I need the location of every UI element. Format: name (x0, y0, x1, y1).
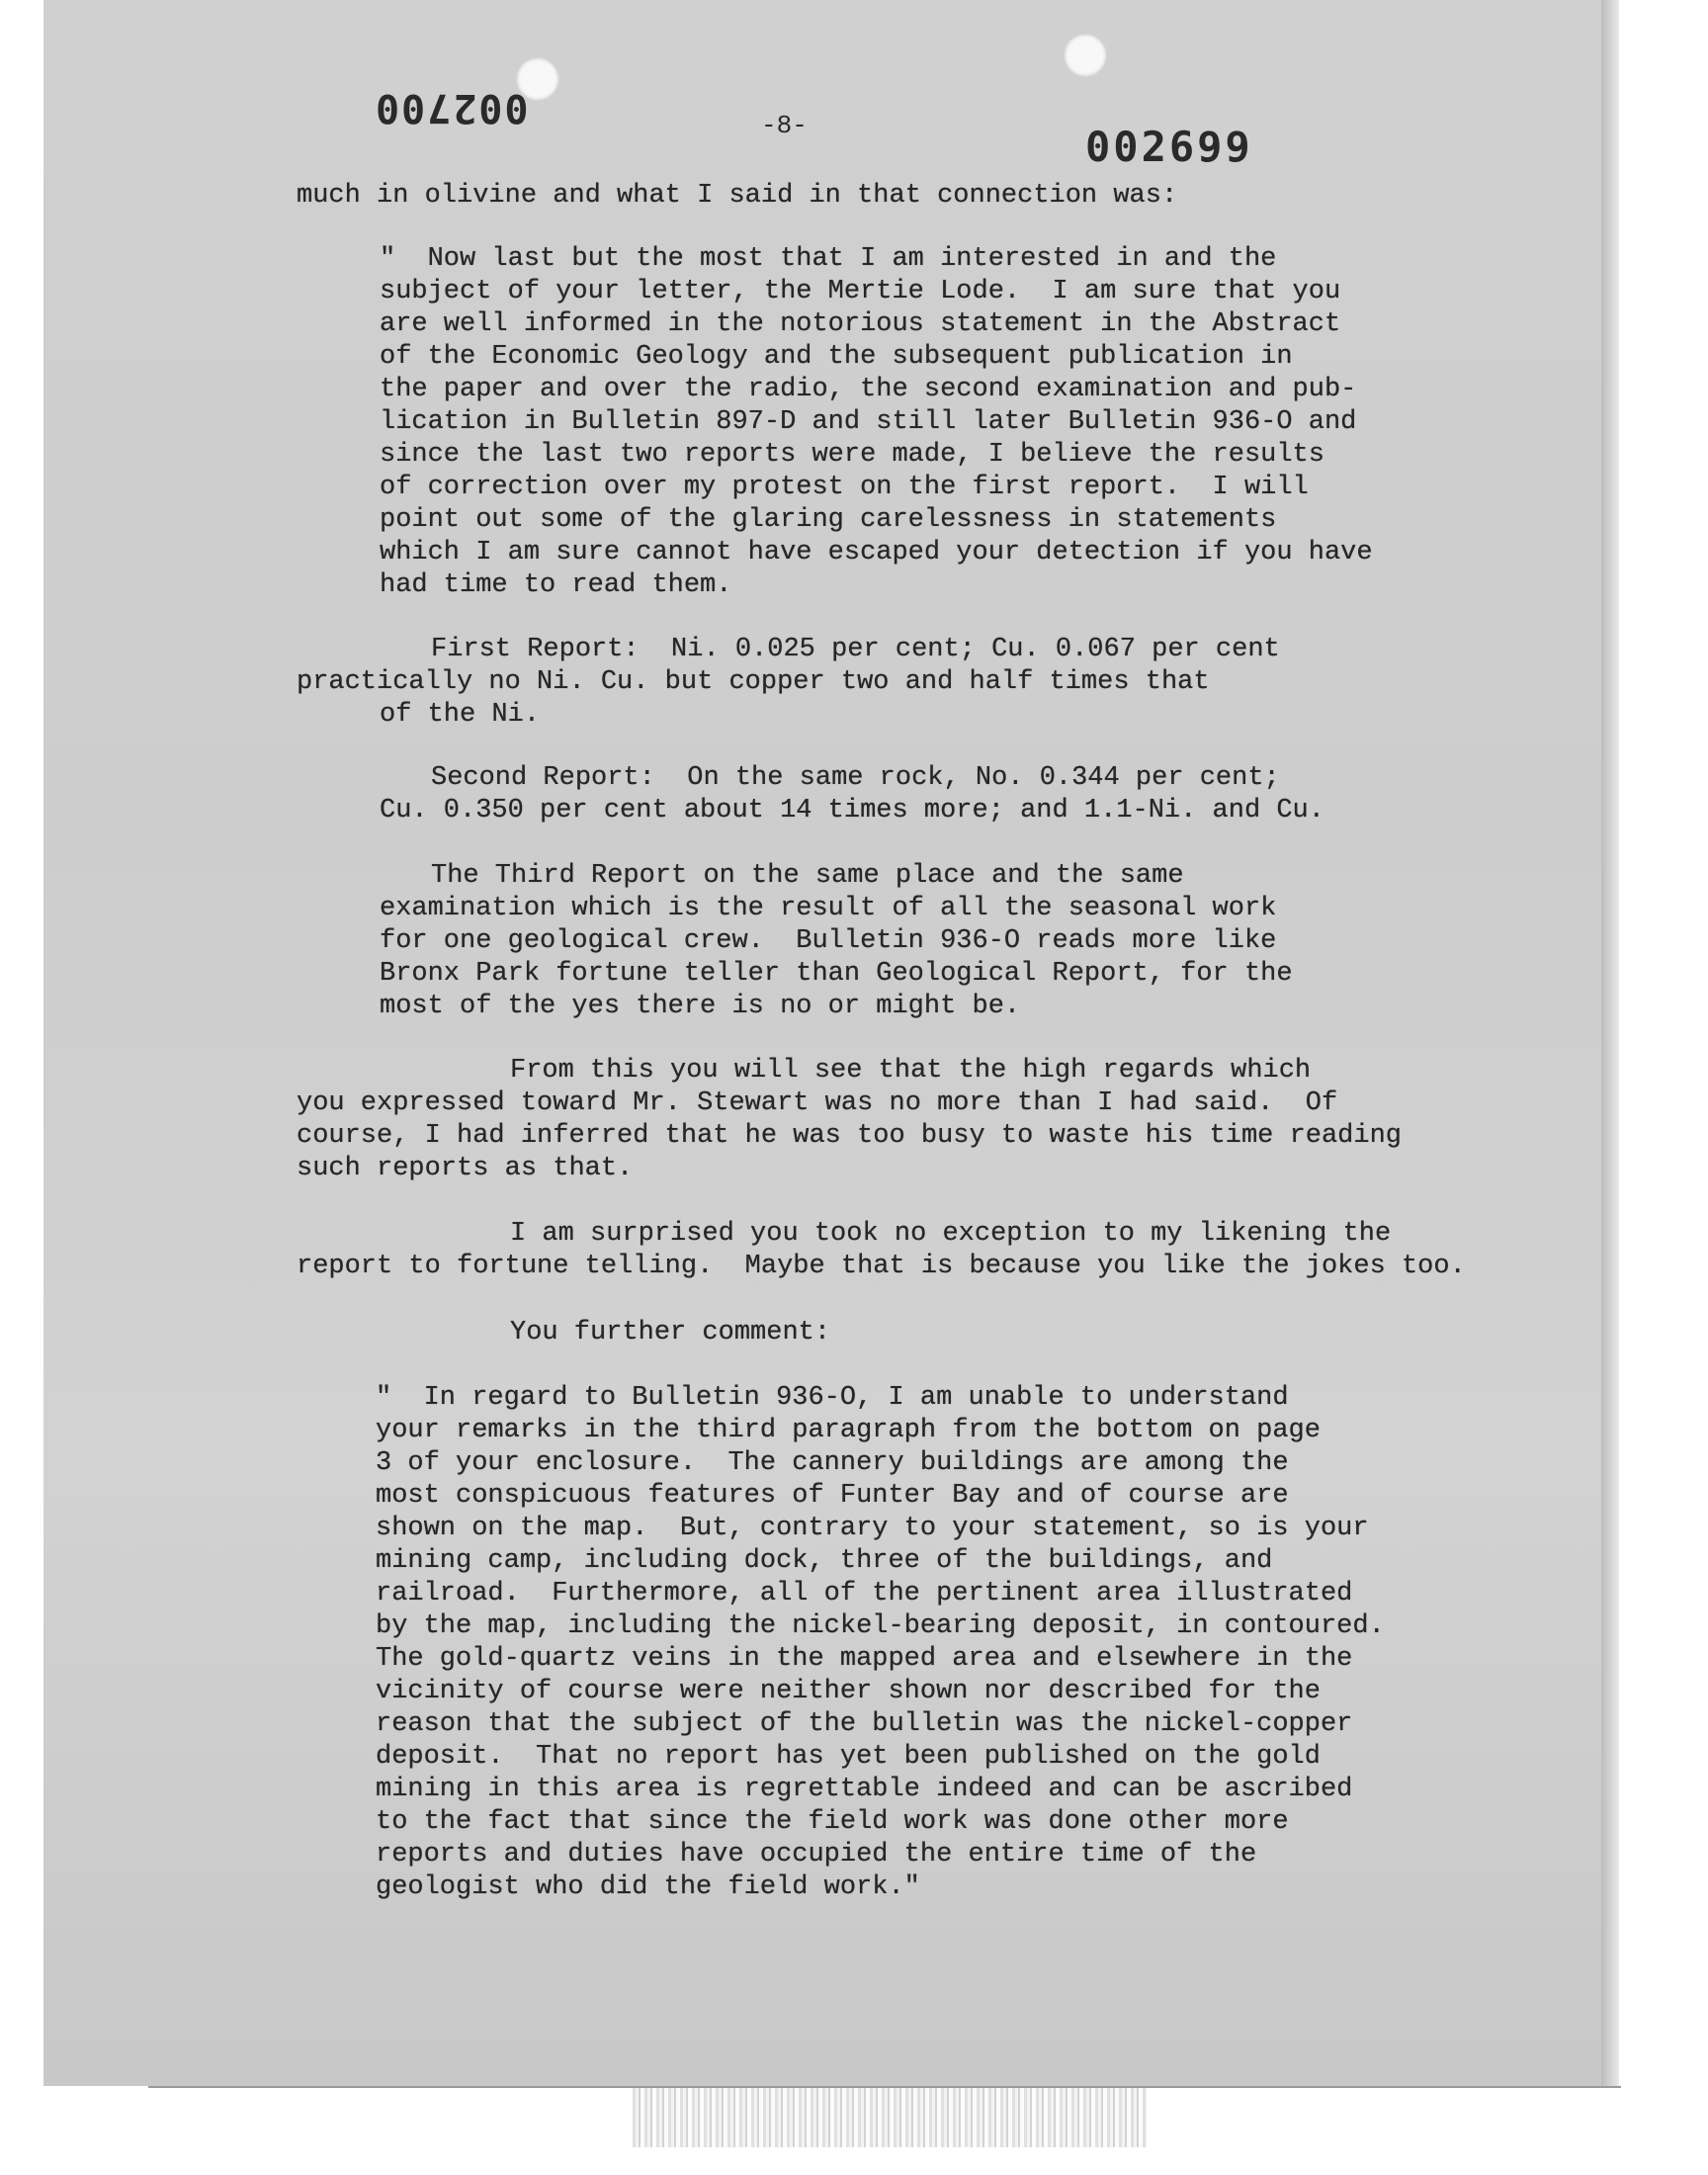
document-number-stamp-left: 002700 (374, 85, 529, 130)
third-report-line: examination which is the result of all the seasonal work (380, 894, 1277, 923)
body-line: you expressed toward Mr. Stewart was no more than I had said. Of (297, 1088, 1338, 1118)
second-report-line: Second Report: On the same rock, No. 0.344 per cent; (431, 763, 1280, 793)
quote-line: mining camp, including dock, three of the buildings, and (376, 1546, 1273, 1576)
third-report-line: The Third Report on the same place and the same (431, 861, 1184, 891)
quote-line: by the map, including the nickel-bearing deposit, in contoured. (376, 1611, 1385, 1641)
quote-line: " In regard to Bulletin 936-O, I am unable to understand (376, 1383, 1289, 1413)
quote-line: of correction over my protest on the first report. I will (380, 473, 1309, 502)
quote-line: reports and duties have occupied the entire time of the (376, 1840, 1257, 1870)
quote-line: to the fact that since the field work was done other more (376, 1807, 1289, 1837)
quote-line: lication in Bulletin 897-D and still later Bulletin 936-O and (380, 407, 1357, 437)
scan-artifact (633, 2088, 1147, 2147)
page-number: -8- (761, 111, 808, 140)
quote-line: 3 of your enclosure. The cannery buildings are among the (376, 1448, 1289, 1478)
quote-line: your remarks in the third paragraph from the bottom on page (376, 1416, 1321, 1445)
quote-line: vicinity of course were neither shown nor described for the (376, 1677, 1321, 1706)
third-report-line: for one geological crew. Bulletin 936-O reads more like (380, 926, 1277, 956)
quote-line: mining in this area is regrettable indeed and can be ascribed (376, 1775, 1353, 1804)
body-line: I am surprised you took no exception to my likening the (510, 1219, 1392, 1249)
quote-line: the paper and over the radio, the second examination and pub- (380, 375, 1357, 404)
body-line: much in olivine and what I said in that connection was: (297, 181, 1178, 211)
third-report-line: Bronx Park fortune teller than Geological Report, for the (380, 959, 1293, 989)
body-line: course, I had inferred that he was too busy to waste his time reading (297, 1121, 1402, 1151)
body-line: You further comment: (510, 1318, 831, 1348)
quote-line: shown on the map. But, contrary to your statement, so is your (376, 1514, 1369, 1543)
quote-line: had time to read them. (380, 570, 732, 600)
second-report-line: Cu. 0.350 per cent about 14 times more; and 1.1-Ni. and Cu. (380, 796, 1324, 826)
quote-line: geologist who did the field work." (376, 1872, 920, 1902)
quote-line: railroad. Furthermore, all of the pertinent area illustrated (376, 1579, 1353, 1609)
quote-line: reason that the subject of the bulletin was the nickel-copper (376, 1709, 1353, 1739)
first-report-line: practically no Ni. Cu. but copper two and half times that (297, 667, 1210, 697)
document-number-stamp-right: 002699 (1085, 123, 1253, 171)
body-line: From this you will see that the high regards which (510, 1056, 1312, 1086)
quote-line: The gold-quartz veins in the mapped area and elsewhere in the (376, 1644, 1353, 1674)
first-report-line: First Report: Ni. 0.025 per cent; Cu. 0.067 per cent (431, 635, 1280, 664)
quote-line: deposit. That no report has yet been published on the gold (376, 1742, 1321, 1772)
quote-line: since the last two reports were made, I believe the results (380, 440, 1324, 470)
body-line: such reports as that. (297, 1154, 634, 1183)
quote-line: " Now last but the most that I am interested in and the (380, 244, 1277, 274)
first-report-line: of the Ni. (380, 700, 541, 730)
quote-line: of the Economic Geology and the subsequent publication in (380, 342, 1293, 372)
quote-line: subject of your letter, the Mertie Lode. I am sure that you (380, 277, 1341, 306)
page-edge-shadow (1601, 0, 1619, 2086)
quote-line: which I am sure cannot have escaped your detection if you have (380, 538, 1373, 567)
quote-line: point out some of the glaring carelessness in statements (380, 505, 1277, 535)
quote-line: most conspicuous features of Funter Bay and of course are (376, 1481, 1289, 1511)
third-report-line: most of the yes there is no or might be. (380, 992, 1021, 1021)
quote-line: are well informed in the notorious statement in the Abstract (380, 309, 1341, 339)
body-line: report to fortune telling. Maybe that is because you like the jokes too. (297, 1252, 1466, 1281)
punch-hole-right (1064, 34, 1107, 77)
